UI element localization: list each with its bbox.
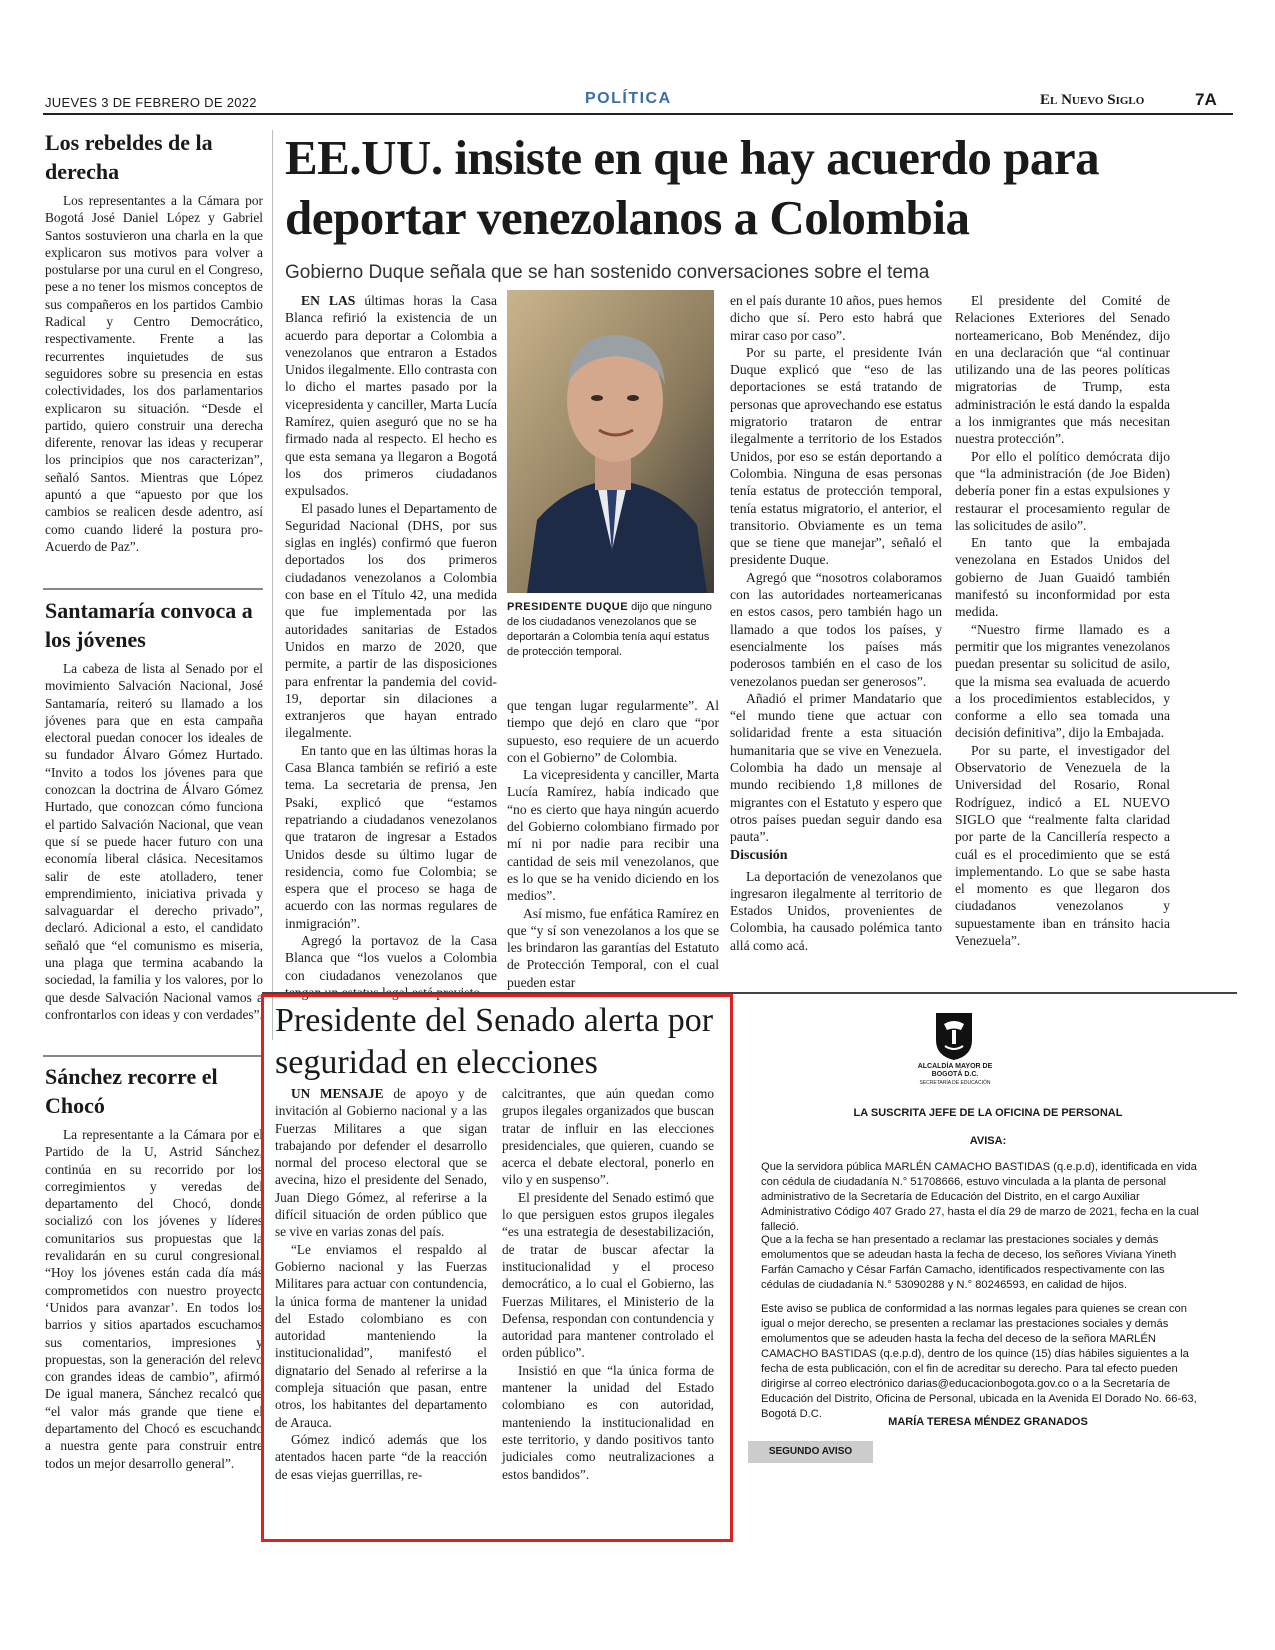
paragraph: La deportación de venezolanos que ingresaron ilegalmente al territorio de Estados Unidos, provenientes de Colombia, ha causado polémica tanto allá como acá. xyxy=(730,868,942,953)
paragraph: que tengan lugar regularmente”. Al tiempo que dejó en claro que “por supuesto, eso requiere de un acuerdo con el Gobierno” de Colombia. xyxy=(507,698,719,765)
notice-heading: LA SUSCRITA JEFE DE LA OFICINA DE PERSONAL xyxy=(853,1107,1123,1119)
paragraph: calcitrantes, que aún quedan como grupos ilegales organizados que buscan tratar de influir en las elecciones presidenciales, que quieren, cuando se acerca el debate electoral, ponerlo en vilo y en suspenso”. xyxy=(502,1086,714,1188)
seal-caption xyxy=(905,1063,1005,1087)
paragraph: UN MENSAJE de apoyo y de invitación al Gobierno nacional y a las Fuerzas Militares a que sigan trabajando por defender el desarrollo normal del proceso electoral que se avecina, hizo el presidente del Senado, Juan Diego Gómez, al referirse a la difícil situación de orden público que se vive en varias zonas del país. xyxy=(275,1086,488,1240)
president-photo xyxy=(507,290,714,593)
column-rule xyxy=(272,130,273,1040)
sub-column-1 xyxy=(275,1085,487,1483)
newspaper-name: El Nuevo Siglo xyxy=(1040,92,1145,108)
main-column-1 xyxy=(285,292,497,1001)
sidebar-body-santamaria xyxy=(45,660,263,1023)
main-column-2 xyxy=(507,697,719,991)
main-column-4 xyxy=(955,292,1170,949)
sidebar-divider xyxy=(43,588,263,590)
notice-paragraph: Que la servidora pública MARLÉN CAMACHO BASTIDAS (q.e.p.d), identificada en vida con cédula de ciudadanía N.° 51708666, estuvo vinculada a la planta de personal administrativo de la Secretaría de Educación del Distrito, en el cargo Auxiliar Administrativo Código 407 Grado 27, hasta el día 29 de marzo de 2021, fecha en la cual falleció. xyxy=(761,1161,1199,1233)
sidebar-title-santamaria: Santamaría convoca a los jóvenes xyxy=(45,598,253,652)
notice-paragraph: Este aviso se publica de conformidad a las normas legales para quienes se crean con igual o mejor derecho, se presenten a reclamar las prestaciones sociales y demás emolumentos que se adeuden hasta la fecha del deceso de la señora MARLÉN CAMACHO BASTIDAS (q.e.p.d), dentro de los quince (15) días hábiles siguientes a la fecha de esta publicación, con el fin de acreditar su derecho. Para tal efecto pueden dirigirse al correo electrónico darias@educacionbogota.gov.co o a la Secretaría de Educación del Distrito, Oficina de Personal, ubicada en la Avenida El Dorado No. 66-63, Bogotá D.C. xyxy=(761,1303,1197,1420)
section-name: POLÍTICA xyxy=(585,90,672,107)
page-date: JUEVES 3 DE FEBRERO DE 2022 xyxy=(45,95,257,110)
caption-text: dijo que ninguno de los ciudadanos venezolanos que se deportarán a Colombia tenía aquí estatus de protección temporal. xyxy=(507,601,712,658)
sub-headline: Presidente del Senado alerta por seguridad en elecciones xyxy=(275,1002,714,1081)
paragraph: en el país durante 10 años, pues hemos dicho que sí. Pero esto habrá que mirar caso por caso”. xyxy=(730,293,942,343)
paragraph: La representante a la Cámara por el Partido de la U, Astrid Sánchez, continúa en su recorrido por los corregimientos y veredas del departamento del Chocó, donde socializó con los jóvenes y líderes comunitarios sus propuestas que la revalidarán en su curul congresional. “Hoy los jóvenes están cada día más comprometidos con nuestro proyecto ‘Unidos para avanzar’. En todos los barrios y sitios apartados escuchamos sus comentarios, impresiones y propuestas, son la generación del relevo con grandes ideas de cambio”, afirmó. De igual manera, Sánchez recalcó que “el valor más grande que tiene el departamento del Chocó es escuchando a nuestra gente para construir entre todos un mejor desarrollo general”. xyxy=(45,1127,263,1471)
paragraph: Insistió en que “la única forma de mantener la unidad del Estado colombiano es con autoridad, manteniendo la institucionalidad en este territorio, y dando positivos tanto judiciales como neutralizaciones a estos bandidos”. xyxy=(502,1362,714,1482)
lead-in: UN MENSAJE xyxy=(291,1086,384,1101)
paragraph: Así mismo, fue enfática Ramírez en que “y sí son venezolanos a los que se les brindaron las garantías del Estatuto de Protección Temporal, con el cual pueden estar xyxy=(507,905,719,990)
portrait-illustration xyxy=(507,290,714,593)
notice-avisa: AVISA: xyxy=(969,1135,1007,1147)
paragraph: Gómez indicó además que los atentados hacen parte “de la reacción de esas viejas guerrillas, re- xyxy=(275,1431,487,1482)
paragraph: En tanto que la embajada venezolana en Estados Unidos del gobierno de Juan Guaidó también manifestó su inconformidad por esta medida. xyxy=(955,535,1170,620)
sidebar-body-rebeldes xyxy=(45,192,263,555)
paragraph: El pasado lunes el Departamento de Seguridad Nacional (DHS, por sus siglas en inglés) confirmó que fueron deportados los dos primeros ciudadanos venezolanos a Colombia con base en el Título 42, una medida que fue implementada por las autoridades sanitarias de Estados Unidos en marzo de 2020, que permite, a partir de las disposiciones para enfrentar la pandemia del covid-19, deportar sin dilaciones a extranjeros que hayan entrado ilegalmente. xyxy=(285,500,497,741)
main-column-3 xyxy=(730,292,942,954)
lead-in: EN LAS xyxy=(301,293,356,308)
paragraph: Agregó que “nosotros colaboramos con las autoridades norteamericanas en estos casos, pero también hago un llamado a que todos los países, y esencialmente los países más poderosos también en el caso de los venezolanos puedan ser generosos”. xyxy=(730,569,942,689)
page-number: 7A xyxy=(1195,90,1217,109)
main-subhead: Gobierno Duque señala que se han sostenido conversaciones sobre el tema xyxy=(285,262,930,283)
bogota-seal-icon xyxy=(933,1010,975,1062)
notice-paragraph: Que a la fecha se han presentado a reclamar las prestaciones sociales y demás emolumentos que se adeudan hasta la fecha de deceso, los señores Viviana Yineth Farfán Camacho y César Farfán Camacho, identificados respectivamente con las cédulas de ciudadanía N.° 53090288 y N.° 80246593, en calidad de hijos. xyxy=(761,1234,1177,1291)
paragraph: En tanto que en las últimas horas la Casa Blanca también se refirió a este tema. La secretaria de prensa, Jen Psaki, explicó que “estamos repatriando a ciudadanos venezolanos que trataron de ingresar a Estados Unidos desde su último lugar de residencia, como fue Colombia; se espera que el proceso se haga de acuerdo con las normas regulares de inmigración”. xyxy=(285,742,497,931)
sidebar-divider xyxy=(43,1055,263,1057)
paragraph: Por su parte, el presidente Iván Duque explicó que “eso de las deportaciones se está tratando de personas que aprovechando ese estatus migratorio trataron de entrar ilegalmente a territorio de los Estados Unidos, por eso se están deportando a Colombia. Ninguna de esas personas tenía estatus de protección temporal, tenía estatus migratorio, el anterior, el transitorio. Obviamente es un tema que se tiene que manejar”, señaló el presidente Duque. xyxy=(730,344,942,568)
paragraph: La cabeza de lista al Senado por el movimiento Salvación Nacional, José Santamaría, reiteró su llamado a los jóvenes para que en esta campaña electoral puedan conocer los ideales de su fundador Álvaro Gómez Hurtado. “Invito a todos los jóvenes para que conozcan la doctrina de Álvaro Gómez Hurtado, que conozcan cómo funciona el partido Salvación Nacional, que vean que sí se puede hacer futuro con una economía liberal clásica. Necesitamos salir de este atolladero, tener emprendimiento, iniciativa privada y salvaguardar el derecho privado”, declaró. Adicional a esto, el candidato señaló que “el comunismo es miseria, una plaga que termina acabando la sociedad, la familia y los valores, por lo que desde Salvación Nacional vamos a confrontarlos con ideas y con verdades”. xyxy=(45,661,263,1022)
notice-badge: SEGUNDO AVISO xyxy=(748,1441,873,1463)
paragraph: “Nuestro firme llamado es a permitir que los migrantes venezolanos puedan presentar su solicitud de asilo, que la misma sea evaluada de acuerdo a los procedimientos establecidos, y conforme a ello sea tomada una decisión definitiva”, dijo la Embajada. xyxy=(955,621,1170,741)
paragraph: “Le enviamos el respaldo al Gobierno nacional y las Fuerzas Militares para actuar con contundencia, la única forma de mantener la unidad del Estado colombiano es con autoridad manteniendo la institucionalidad”, manifestó el dignatario del Senado al referirse a la compleja situación que pasan, entre otros, los habitantes del departamento de Arauca. xyxy=(275,1241,487,1430)
main-headline: EE.UU. insiste en que hay acuerdo para deportar venezolanos a Colombia xyxy=(285,130,1100,245)
sidebar-title-rebeldes: Los rebeldes de la derecha xyxy=(45,130,213,184)
notice-signature: MARÍA TERESA MÉNDEZ GRANADOS xyxy=(888,1416,1088,1428)
paragraph: Por ello el político demócrata dijo que “la administración (de Joe Biden) debería poner fin a estas expulsiones y restaurar el procesamiento regular de las solicitudes de asilo”. xyxy=(955,448,1170,533)
seal-subtitle: SECRETARÍA DE EDUCACIÓN xyxy=(919,1080,991,1086)
paragraph: El presidente del Senado estimó que lo que persiguen estos grupos ilegales “es una estrategia de desestabilización, de tratar de buscar afectar la institucionalidad y el proceso democrático, a lo cual el Gobierno, las Fuerzas Militares, el Ministerio de la Defensa, respondan con contundencia y autoridad para mantener controlado el orden público”. xyxy=(502,1189,714,1361)
sidebar-title-sanchez: Sánchez recorre el Chocó xyxy=(45,1064,218,1118)
caption-lead: PRESIDENTE DUQUE xyxy=(507,601,629,613)
header-rule xyxy=(43,113,1233,115)
paragraph: Los representantes a la Cámara por Bogotá José Daniel López y Gabriel Santos sostuvieron una charla en la que explicaron sus motivos para volver a postularse por una curul en el Congreso, pese a no tener los mismos conceptos de sus compañeros en los partidos Cambio Radical y Centro Democrático, respectivamente. Frente a las recurrentes inquietudes de sus seguidores sobre su presencia en estas colectividades, los dos parlamentarios explicaron su situación. “Desde el partido, quiero construir una derecha diferente, renovar las ideas y recuperar los principios que nos caracterizan”, señaló Santos. Mientras que López apuntó a que “apuesto por que los cambios se realicen desde adentro, así como cuando lideré la postura pro-Acuerdo de Paz”. xyxy=(45,193,263,554)
seal-name: ALCALDÍA MAYOR DE BOGOTÁ D.C. xyxy=(917,1063,993,1078)
paragraph: Añadió el primer Mandatario que “el mundo tiene que actuar con solidaridad frente a esta situación humanitaria que se vive en Venezuela. Colombia ha dado un mensaje al mundo recibiendo 1,8 millones de migrantes con el Estatuto y espero que otros países puedan seguir dando esa pauta”. xyxy=(730,690,942,845)
photo-caption xyxy=(507,600,717,660)
sidebar-body-sanchez xyxy=(45,1126,263,1472)
paragraph: La vicepresidenta y canciller, Marta Lucía Ramírez, había indicado que “no es cierto que haya ningún acuerdo del Gobierno colombiano firmado por mí ni por nadie para recibir una cantidad de seis mil venezolanos, que es lo que se ha venido diciendo en los medios”. xyxy=(507,767,719,904)
paragraph: Por su parte, el investigador del Observatorio de Venezuela de la Universidad del Rosario, Ronal Rodríguez, indicó a EL NUEVO SIGLO que “realmente falta claridad por parte de la Cancillería respecto a cuál es el procedimiento que se está implementando. Lo que se sabe hasta el momento es que llegaron dos ciudadanos venezolanos y supuestamente iban en tránsito hacia Venezuela”. xyxy=(955,742,1170,948)
paragraph: Agregó la portavoz de la Casa Blanca que “los vuelos a Colombia con ciudadanos venezolanos que tengan un estatus legal está previsto xyxy=(285,932,497,1000)
sub-column-2 xyxy=(502,1085,714,1483)
paragraph: El presidente del Comité de Relaciones Exteriores del Senado norteamericano, Bob Menéndez, dijo en una declaración que “al continuar utilizando una de las peores políticas migratorias de Trump, esta administración le está dando la espalda a los inmigrantes que más necesitan nuestra protección”. xyxy=(955,293,1170,447)
paragraph: EN LAS últimas horas la Casa Blanca refirió la existencia de un acuerdo para deportar a Colombia a venezolanos que entraron a Estados Unidos ilegalmente. Ello contrasta con lo dicho el martes pasado por la vicepresidenta y canciller, Marta Lucía Ramírez, quien aseguró que no se ha firmado nada al respecto. El hecho es que esta semana ya llegaron a Bogotá los dos primeros ciudadanos expulsados. xyxy=(285,293,497,499)
section-heading: Discusión xyxy=(730,847,788,863)
